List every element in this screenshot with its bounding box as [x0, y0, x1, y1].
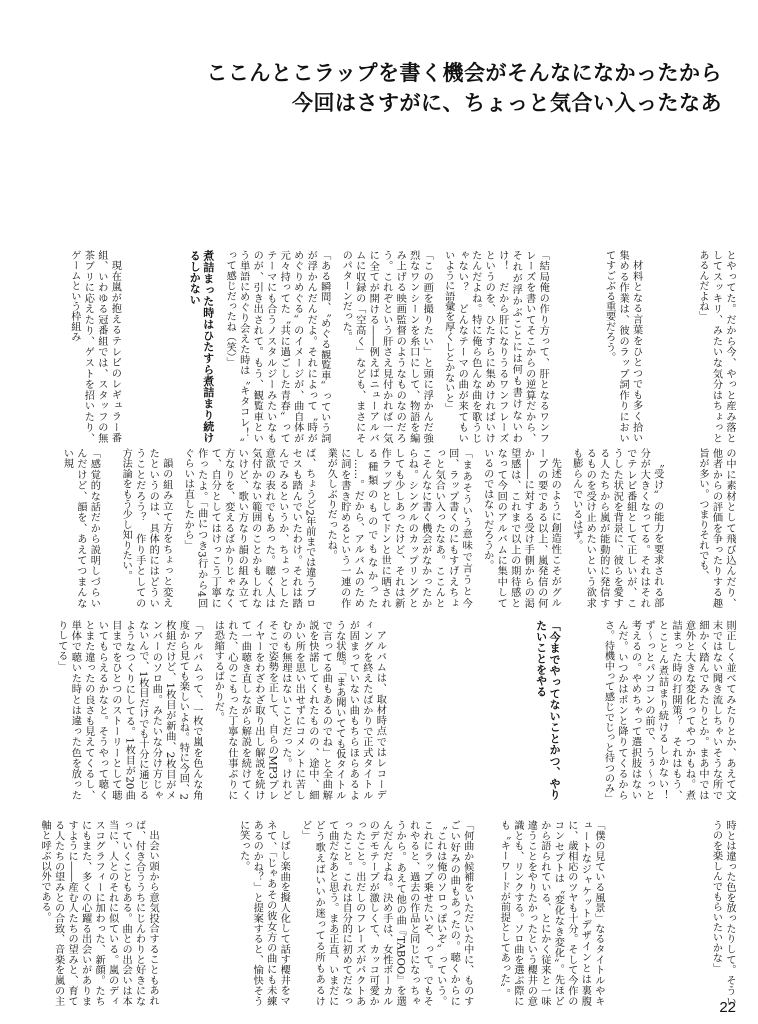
- text-column: [36, 620, 203, 800]
- paragraph: 現在嵐が抱えるテレビのレギュラー番組、いわゆる冠番組では、スタッフの無茶ブリに応えたり、ゲストを招いたり、ゲームという枠組み: [68, 250, 121, 443]
- quote-paragraph: 「僕の見ている風景」なるタイトルやキュートなジャケットデザインとは裏腹に、歳相応のツヤも十分。そして今作のコンセプトは〝変化なき変化〟。先ほどから語られている、とにかく従来と一味違うことをやりたかったという櫻井の意識とも、リンクする。ソロ曲を選ぶ際にも〝キーワードが前提としてあった〟。: [498, 820, 604, 1006]
- paragraph: とやってた。だから今、やっと産み落としてスッキリ、みたいな気分はちょっとあるんだよね」: [697, 250, 735, 443]
- quote-paragraph: 「この画を撮りたい」と頭に浮かんだ強烈なワンシーンを糸口にして、物語を編み上げる映画監督のようなものなのだろう。これぞという肝さえ見付かれば一気に全てが開ける――例えばニューアルバムに収録の「空高く」なども、まさにそのパターンだった。: [340, 250, 433, 443]
- text-column: [482, 820, 605, 1006]
- paragraph: 韻の組み立て方をちょっと変えたというのは、具体的にはどういうことだろう？ 作り手としての方法論をもう少し知りたい。: [120, 448, 172, 608]
- text-column: [167, 820, 290, 1006]
- quote-paragraph: 「ある瞬間、〝めぐる観覧車〟っていう詞が浮かんだんだよ。それによって〝時がめぐりめぐる〟のイメージが、曲自体が元々持ってた〝共に過ごした青春〟ってテーマにも合うノスタルジーみたいなものが、引き出されて。もう、観覧車という単語にめぐり会えた時は〝キタコレ！〟って感じだったね（笑）」: [224, 250, 330, 443]
- section-subhead: 「今までやってないことかつ、やりたいことをやる: [534, 620, 562, 800]
- text-column: [181, 448, 316, 608]
- text-column: [651, 250, 736, 443]
- text-column: [36, 250, 121, 443]
- text-column: [441, 250, 549, 443]
- quote-paragraph: ば、ちょうど2年前までは違うプロセスも踏んでいたわけ。それは踏んでみるというか、ちょっとした意欲の表れでもあった。聴く人は気付かない範囲のことかもしれないけど、歌い方なり韻の組み立て方なりを、変えるばかりじゃなくて、自分としてはけっこう丁寧に作ったよ。「曲につき3行から4回ぐらいは直したから」: [182, 448, 315, 608]
- text-column: [480, 448, 561, 608]
- text-column: [339, 250, 434, 443]
- text-column: [672, 448, 736, 608]
- text-column: [36, 820, 159, 1006]
- paragraph: アルバムは、取材時点ではレコーディングを終えたばかりで正式タイトルが固まっていない曲もちらほらあるような状態。「まあ聞いてても仮タイトルで言ってる曲もあるのでね」と全曲解説を快諾してくれたものの、途中、細かい所を思い出せずにコメントに苦しむのも無理はないことだった。けれどそこで姿勢を正して、自らのMP3プレイヤーをわざわざ取り出し解説を続けて一曲聴き直しながら解説を続けてくれた、心のこもった丁寧な仕事ぶりには恐縮するばかりだ。: [212, 620, 386, 800]
- quote-paragraph: 「アルバムって、一枚で嵐を色んな角度から見ても楽しいよね。特に今回、2枚組だけど、1枚目が新曲、2枚目がメンバーのソロ曲。みたいな分け方じゃないんで、1枚目だけでも十分に通じるようなつくりにしてる。1枚目が20曲目までをひとつのストーリーとして聴いてもらえるかなと。そうやって聴くとまた違ったの良さも見えてくるし、単体で聴いた時とは違った色を放ったりしてる」: [55, 620, 202, 800]
- paragraph: 〝受け〟の能力を要求される部分が大きくなってる。それはそれでテレビ番組として正しいが、こうした状況を背景に、彼らを愛する人たちから嵐が能動的に発信するものを受け止めたいという欲求も膨らんでいるはず。: [570, 448, 663, 608]
- text-tier-3: [36, 620, 736, 811]
- text-column: [298, 820, 474, 1006]
- text-tier-4: [36, 820, 736, 1006]
- text-column: [324, 448, 473, 608]
- text-column: [394, 620, 561, 800]
- headline-line-2: 今回はさすがに、ちょっと気合い入ったなあ: [292, 90, 722, 115]
- text-column: [569, 620, 736, 811]
- quote-paragraph: 「何曲か候補をいただいた中に、ものすごい好みの曲もあったの。聴くからに〝これは俺のソロっぽいぞ〟っていう。これにラップ乗せたいぞ、って。でもそれやると、過去の作品と同じになっちゃうから。あえて他の曲『TABOO』を選んだんだよね。決め手は、女性ボーカルのデモテープが激しくて、カッコ可愛かったこと。出だしのフレーズがパクトあったこと。これは自分的に初めてだなって曲だなあと思う。まあ正直、いまだにどう歌えばいいか迷ってる所もあるけど」: [299, 820, 473, 1006]
- text-tier-1: [36, 250, 736, 443]
- paragraph: 出会い頭から意気投合することもあれば、付き合ううちにじんわりと好きになっていくこともある。曲との出会いは本当に、人とのそれに似ている。嵐のディスコグラフィーに加わった、新顔。たちにもまた、多くの心躍る出会いがありますように――産む人たちの望みと、育てる人たちの望みとの合致、音楽を嵐の主軸と呼ぶ以外である。: [39, 820, 159, 1006]
- headline: [206, 58, 722, 118]
- quote-paragraph: 「まあそういう意味で言うと今回、ラップ書くのにもすげえちょっと気合い入ったなあ。ここんとこそんなに書く機会がなかったからね。シングルのカップリングとしても少しあったけど、それは新作ラップとしてドンと世に晒される種類のものでもなかったし……。だから、アルバムのために詞を書き貯めるという一連の作業が久しぶりだったね。: [325, 448, 472, 608]
- text-column: [557, 250, 642, 443]
- quote-paragraph: 則正しく並べてみたりとか、あえて文末ではない聞き流しちゃいそうな所で細かく踏んでみたりとか。まあ中では意外と大きな変化ってやつかもね。煮詰まった時の打開策？ それはもう、とことん煮詰まり続けるしかない！ ず～っとパソコンの前で、うぅ～っと考えるの。やめちゃって選択肢はないんだ。いつかはポンと降りてくるからさ。待機中って感じでじっと待つのみ」: [602, 620, 735, 811]
- text-tier-2: [36, 448, 736, 608]
- paragraph: 時とは違った色を放ったりして。そういうのを楽しんでもらいたいかな」: [710, 820, 735, 1006]
- section-subhead: 煮詰まった時はひたすら煮詰まり続けるしかない: [188, 250, 215, 443]
- quote-paragraph: 「感覚的な話だから説明しづらいんだけど、韻を、あえてつまんない規: [61, 448, 100, 608]
- text-column: [223, 250, 331, 443]
- page-number: 22: [719, 999, 736, 1016]
- headline-line-1: ここんとこラップを書く機会がそんなになかったから: [206, 60, 722, 85]
- paragraph: 材料となる言葉をひとつでも多く拾い集める作業は、彼のラップ詞作りにおいてすごぶる重要だろう。: [603, 250, 642, 443]
- text-column: [613, 820, 736, 1006]
- text-column: [108, 448, 172, 608]
- text-column: [129, 250, 214, 443]
- text-column: [36, 448, 100, 608]
- paragraph: 先述のように創造性こそがグループの要である以上、嵐発信の何か――に対する受け手側からの渇望感は、これまで以上の期待感となって今回のアルバムに集中しているのではないだろうか。: [481, 448, 561, 608]
- text-column: [211, 620, 387, 800]
- text-column: [569, 448, 664, 608]
- paragraph: の中に素材として飛び込んだり、他者からの評価を争ったりする趣旨が多い。つまりそれでも、: [697, 448, 735, 608]
- paragraph: しばし楽曲を擬人化して話す櫻井をマネて、「じゃあその彼女方の曲にも未練あるのかね？」と提案すると、愉快そうに笑った。: [237, 820, 290, 1006]
- quote-paragraph: 「結局俺の作り方って、肝となるワンフレーズを書いてそこからの逆算だから、それが浮かぶことには何も書けないわけ！ だから肝になりうるワンフレーズというのを、ひたすらに集めければいけたんだよね。特に俺ら色んな曲を歌うじゃない？ どんなテーマの曲が来てもいいように語彙を厚くしとかないと」: [442, 250, 549, 443]
